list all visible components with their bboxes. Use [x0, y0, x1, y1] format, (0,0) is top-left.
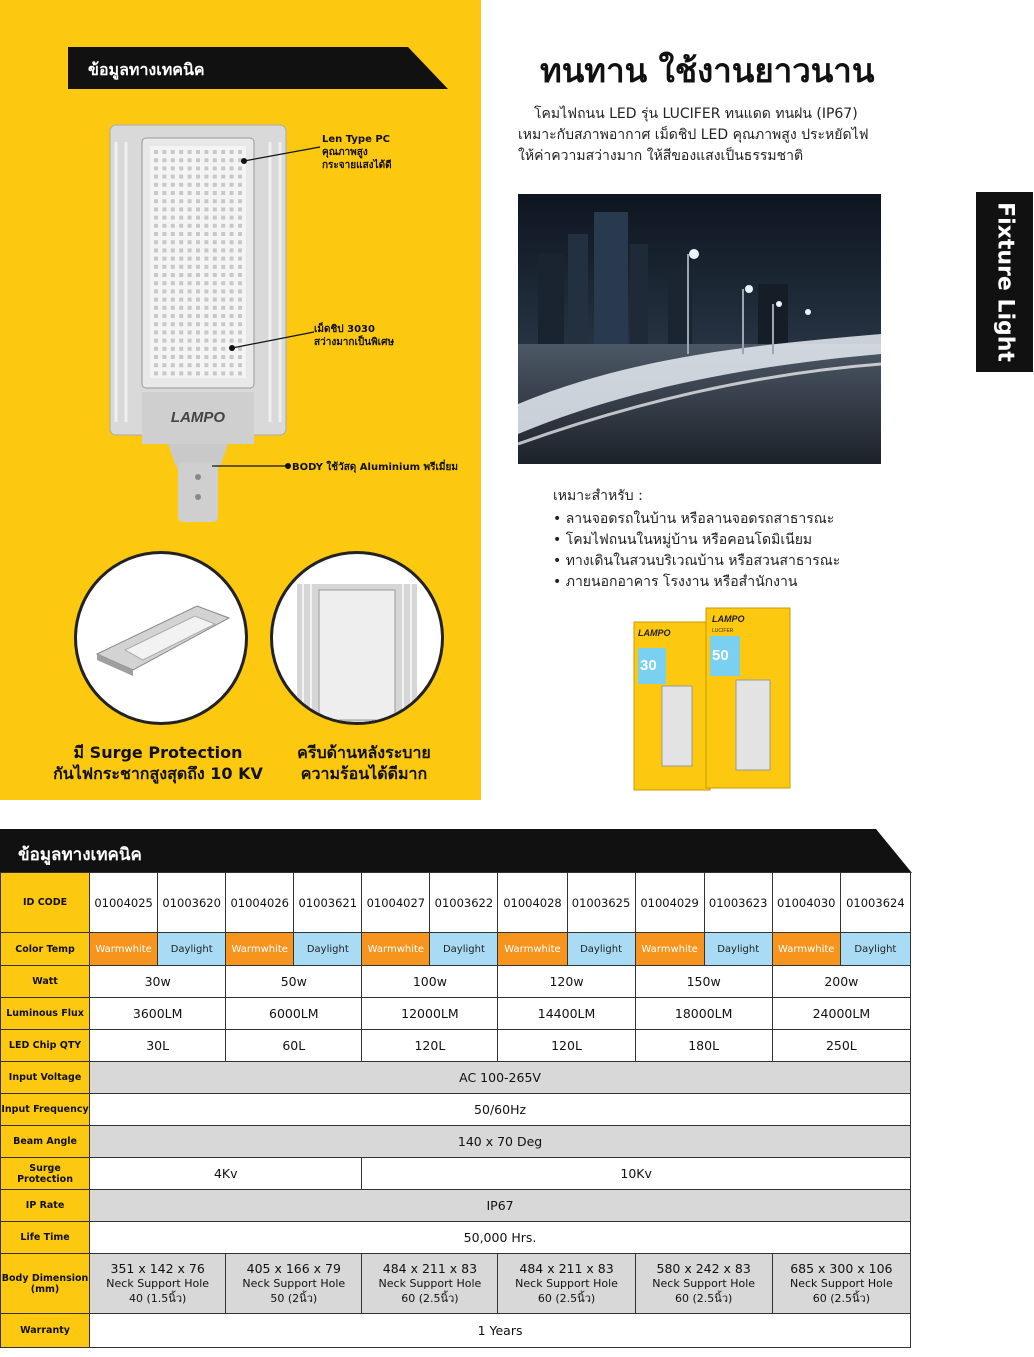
watt-cell: 200w: [772, 966, 910, 998]
chip-cell: 250L: [772, 1030, 910, 1062]
warranty-cell: 1 Years: [90, 1314, 911, 1348]
warmwhite-badge: Warmwhite: [635, 933, 704, 966]
daylight-badge: Daylight: [840, 933, 910, 966]
watt-cell: 50w: [226, 966, 362, 998]
dimension-neck: Neck Support Hole: [378, 1277, 482, 1290]
dimension-hole: 60 (2.5นิ้ว): [401, 1292, 459, 1305]
dimension-neck: Neck Support Hole: [106, 1277, 210, 1290]
id-code-cell: 01003623: [704, 873, 772, 933]
callout-chip-pointer: [228, 330, 316, 352]
surge-cell: 4Kv: [90, 1158, 362, 1190]
dimension-size: 484 x 211 x 83: [519, 1261, 614, 1276]
row-label: [1, 1254, 90, 1314]
tech-info-header: [68, 47, 448, 89]
flux-cell: 24000LM: [772, 998, 910, 1030]
flux-cell: 6000LM: [226, 998, 362, 1030]
id-code-cell: 01004029: [635, 873, 704, 933]
id-code-cell: 01004030: [772, 873, 840, 933]
dimension-size: 685 x 300 x 106: [790, 1261, 893, 1276]
watt-cell: 100w: [362, 966, 498, 998]
table-row: [1, 966, 911, 998]
flux-cell: 12000LM: [362, 998, 498, 1030]
fixture-light-tab: [976, 192, 1033, 372]
dimension-cell: [362, 1254, 498, 1314]
box2-model: LUCIFER: [712, 628, 734, 634]
id-code-cell: 01004025: [90, 873, 158, 933]
flux-cell: 3600LM: [90, 998, 226, 1030]
dimension-hole: 60 (2.5นิ้ว): [537, 1292, 596, 1305]
warmwhite-badge: Warmwhite: [90, 933, 158, 966]
lamp-brand-logo: LAMPO: [170, 409, 226, 426]
id-code-cell: 01004027: [362, 873, 430, 933]
table-row: [1, 1190, 911, 1222]
chip-cell: 60L: [226, 1030, 362, 1062]
life-time-cell: 50,000 Hrs.: [90, 1222, 911, 1254]
callout-lens: [322, 133, 392, 172]
dimension-neck: Neck Support Hole: [652, 1277, 756, 1290]
table-row: [1, 1254, 911, 1314]
frequency-cell: 50/60Hz: [90, 1094, 911, 1126]
intro-line3: ให้ค่าความสว่างมาก ให้สีของแสงเป็นธรรมชาติ: [518, 148, 804, 164]
callout-body: BODY ใช้วัสดุ Aluminium พรีเมี่ยม: [292, 462, 458, 473]
table-row: [1, 1314, 911, 1348]
row-label: IP Rate: [1, 1190, 90, 1222]
id-code-cell: 01003625: [567, 873, 635, 933]
row-label: Watt: [1, 966, 90, 998]
heat-caption-line2: ความร้อนได้ดีมาก: [300, 764, 428, 783]
watt-cell: 30w: [90, 966, 226, 998]
spec-table-header-label: ข้อมูลทางเทคนิค: [18, 845, 142, 865]
row-label: Input Frequency: [1, 1094, 90, 1126]
intro-line1: โคมไฟถนน LED รุ่น LUCIFER ทนแดด ทนฝน (IP67): [534, 106, 858, 122]
table-row: [1, 1062, 911, 1094]
table-row: [1, 873, 911, 933]
heat-sink-fins-image: [270, 551, 444, 725]
flux-cell: 18000LM: [635, 998, 772, 1030]
suitable-title: เหมาะสำหรับ :: [553, 488, 643, 504]
row-label: ID CODE: [1, 873, 90, 933]
box1-logo: LAMPO: [638, 628, 671, 638]
table-row: [1, 998, 911, 1030]
dimension-cell: [772, 1254, 910, 1314]
row-label: Color Temp: [1, 933, 90, 966]
dimension-cell: [635, 1254, 772, 1314]
chip-cell: 120L: [498, 1030, 635, 1062]
box2-watt: 50: [712, 647, 729, 664]
chip-cell: 120L: [362, 1030, 498, 1062]
id-code-cell: 01003621: [294, 873, 362, 933]
table-row: [1, 933, 911, 966]
surge-caption-line1: มี Surge Protection: [73, 743, 243, 762]
row-label: Luminous Flux: [1, 998, 90, 1030]
fixture-light-tab-label: Fixture Light: [992, 202, 1017, 362]
warmwhite-badge: Warmwhite: [498, 933, 567, 966]
callout-body-pointer: [208, 460, 292, 472]
daylight-badge: Daylight: [158, 933, 226, 966]
callout-lens-pointer: [240, 145, 322, 165]
id-code-cell: 01004028: [498, 873, 567, 933]
daylight-badge: Daylight: [430, 933, 498, 966]
table-row: [1, 1030, 911, 1062]
row-label-unit: (mm): [30, 1283, 60, 1295]
dimension-size: 351 x 142 x 76: [110, 1261, 205, 1276]
row-label: Surge Protection: [1, 1158, 90, 1190]
dimension-hole: 40 (1.5นิ้ว): [129, 1292, 187, 1305]
id-code-cell: 01003622: [430, 873, 498, 933]
chip-cell: 180L: [635, 1030, 772, 1062]
id-code-cell: 01003624: [840, 873, 910, 933]
table-row: [1, 1094, 911, 1126]
callout-chip-line1: เม็ดชิป 3030: [314, 324, 375, 335]
callout-lens-line1: Len Type PC: [322, 134, 390, 145]
dimension-size: 405 x 166 x 79: [246, 1261, 341, 1276]
row-label: Input Voltage: [1, 1062, 90, 1094]
daylight-badge: Daylight: [567, 933, 635, 966]
daylight-badge: Daylight: [704, 933, 772, 966]
table-row: [1, 1158, 911, 1190]
table-row: [1, 1222, 911, 1254]
chip-cell: 30L: [90, 1030, 226, 1062]
row-label: Warranty: [1, 1314, 90, 1348]
list-item: • โคมไฟถนนในหมู่บ้าน หรือคอนโดมิเนียม: [553, 530, 840, 551]
list-item: • ภายนอกอาคาร โรงงาน หรือสำนักงาน: [553, 572, 840, 593]
intro-text: [518, 104, 898, 167]
dimension-size: 580 x 242 x 83: [656, 1261, 751, 1276]
city-street-photo: [518, 194, 881, 464]
row-label-line: Body Dimension: [1, 1272, 89, 1284]
ip-rate-cell: IP67: [90, 1190, 911, 1222]
flux-cell: 14400LM: [498, 998, 635, 1030]
beam-angle-cell: 140 x 70 Deg: [90, 1126, 911, 1158]
spec-table-header: [0, 829, 912, 873]
intro-line2: เหมาะกับสภาพอากาศ เม็ดชิป LED คุณภาพสูง ประหยัดไฟ: [518, 127, 869, 143]
dimension-size: 484 x 211 x 83: [382, 1261, 478, 1276]
suitable-for: [553, 486, 840, 593]
spec-table: [0, 872, 911, 1348]
daylight-badge: Daylight: [294, 933, 362, 966]
heat-caption-line1: ครีบด้านหลังระบาย: [297, 743, 431, 762]
product-boxes-image: [632, 606, 792, 792]
heat-sink-caption: [266, 742, 462, 784]
dimension-hole: 60 (2.5นิ้ว): [675, 1292, 733, 1305]
row-label: Beam Angle: [1, 1126, 90, 1158]
warmwhite-badge: Warmwhite: [226, 933, 294, 966]
surge-cell: 10Kv: [362, 1158, 911, 1190]
id-code-cell: 01004026: [226, 873, 294, 933]
watt-cell: 150w: [635, 966, 772, 998]
surge-caption-line2: กันไฟกระชากสูงสุดถึง 10 KV: [53, 764, 263, 783]
headline: ทนทาน ใช้งานยาวนาน: [540, 51, 875, 90]
row-label: LED Chip QTY: [1, 1030, 90, 1062]
watt-cell: 120w: [498, 966, 635, 998]
box1-watt: 30: [640, 657, 657, 674]
box2-logo: LAMPO: [712, 614, 745, 624]
id-code-cell: 01003620: [158, 873, 226, 933]
suitable-list: [553, 509, 840, 593]
list-item: • ทางเดินในสวนบริเวณบ้าน หรือสวนสาธารณะ: [553, 551, 840, 572]
dimension-cell: [90, 1254, 226, 1314]
list-item: • ลานจอดรถในบ้าน หรือลานจอดรถสาธารณะ: [553, 509, 840, 530]
tech-info-header-label: ข้อมูลทางเทคนิค: [88, 60, 205, 79]
callout-lens-line3: กระจายแสงได้ดี: [322, 160, 392, 171]
voltage-cell: AC 100-265V: [90, 1062, 911, 1094]
dimension-neck: Neck Support Hole: [515, 1277, 618, 1290]
surge-protection-image: [74, 551, 248, 725]
surge-protection-caption: [40, 742, 276, 784]
callout-chip-line2: สว่างมากเป็นพิเศษ: [314, 337, 395, 348]
callout-chip: [314, 323, 394, 349]
warmwhite-badge: Warmwhite: [362, 933, 430, 966]
row-label: Life Time: [1, 1222, 90, 1254]
dimension-cell: [226, 1254, 362, 1314]
dimension-neck: Neck Support Hole: [242, 1277, 346, 1290]
dimension-hole: 60 (2.5นิ้ว): [812, 1292, 870, 1305]
callout-lens-line2: คุณภาพสูง: [322, 147, 368, 158]
warmwhite-badge: Warmwhite: [772, 933, 840, 966]
dimension-cell: [498, 1254, 635, 1314]
dimension-neck: Neck Support Hole: [790, 1277, 893, 1290]
dimension-hole: 50 (2นิ้ว): [270, 1292, 318, 1305]
table-row: [1, 1126, 911, 1158]
